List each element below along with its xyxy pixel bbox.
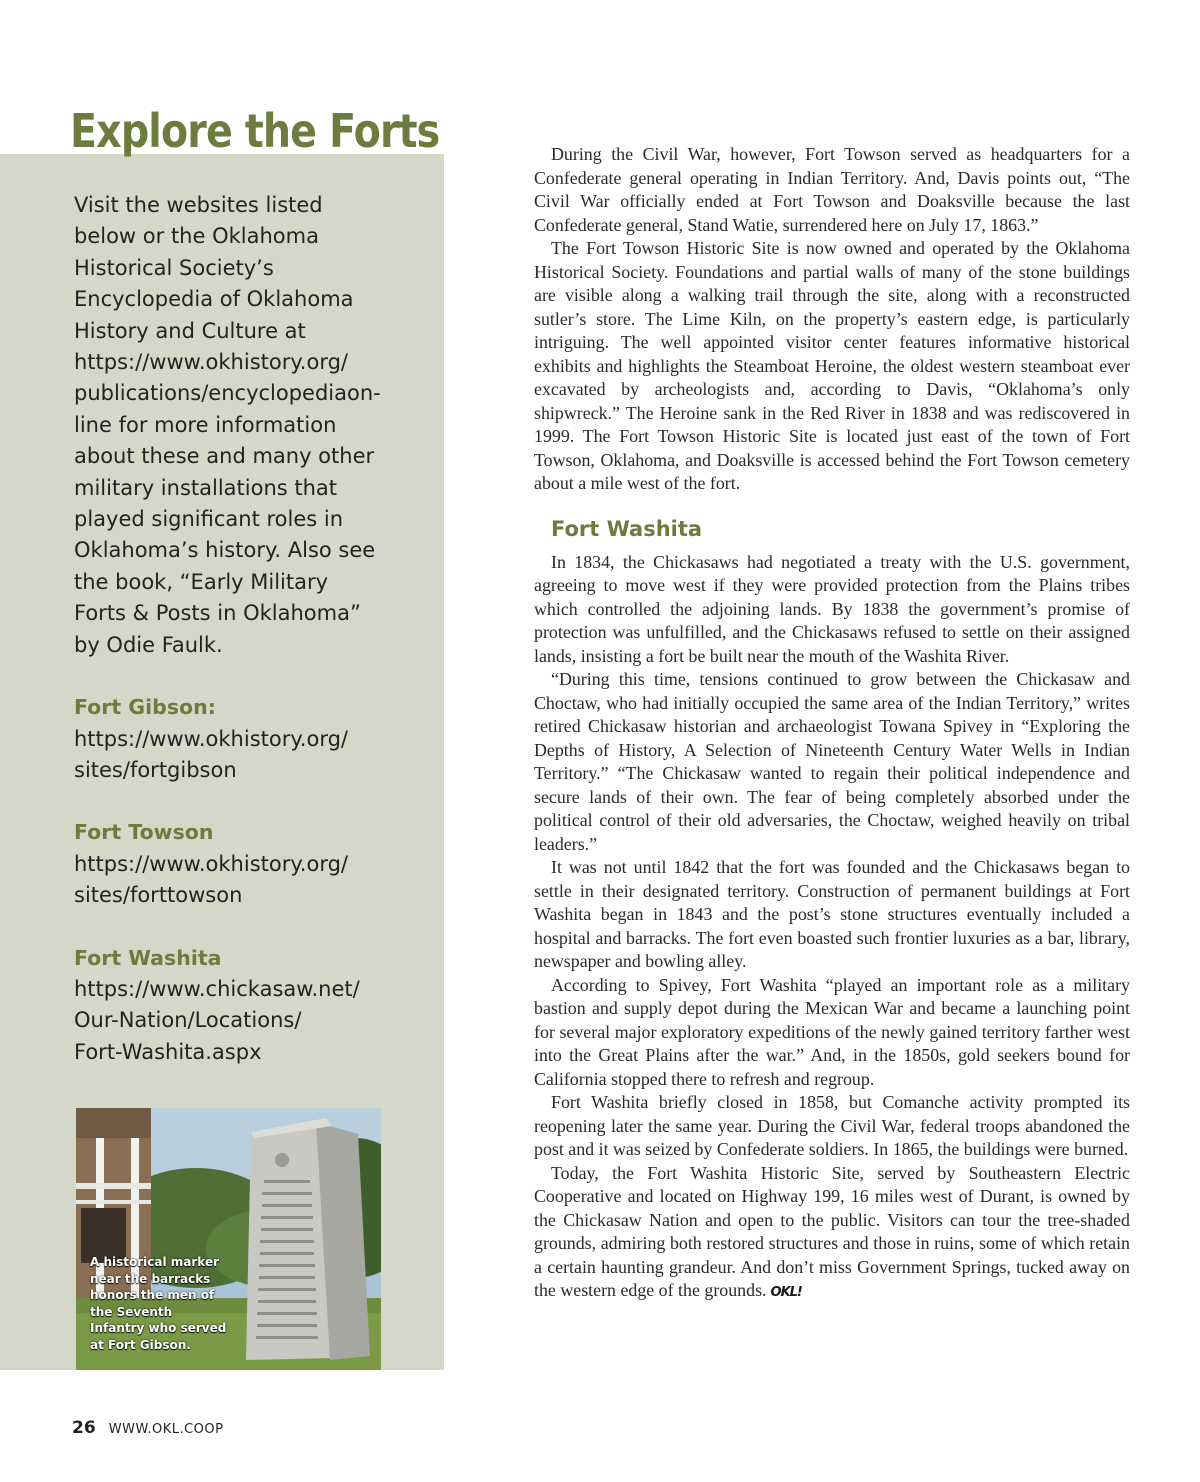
sidebar-title: Explore the Forts xyxy=(70,104,440,158)
article-final-paragraph xyxy=(534,1162,1130,1305)
resource-heading: Fort Towson xyxy=(74,820,214,845)
photo-caption: A historical marker near the barracks honors the men of the Seventh Infantry who served at Fort Gibson. xyxy=(90,1255,227,1352)
article-paragraph: During the Civil War, however, Fort Towson served as headquarters for a Confederate general operating in Indian Territory. And, Davis points out, “The Civil War officially ended at Fort Towson and Doaksville because the last Confederate general, Stand Watie, surrendered here on July 17, 1863.” xyxy=(534,144,1130,235)
historical-marker-photo xyxy=(76,1108,381,1370)
final-paragraph-text: Today, the Fort Washita Historic Site, served by Southeastern Electric Cooperative and located on Highway 199, 16 miles west of Durant, is owned by the Chickasaw Nation and open to the public. Visitors can tour the tree-shaded grounds, admiring both restored structures and those in ruins, some of which retain a certain haunting grandeur. And don’t miss Government Springs, tucked away on the western edge of the grounds. xyxy=(534,1162,1130,1300)
resource-heading: Fort Washita xyxy=(74,945,222,970)
sidebar-intro: Visit the websites listed below or the Oklahoma Historical Society’s Encyclopedia of Oklahoma History and Culture at https://www.okhistory.org/ publications/encyclopediaon- line for more information about these and many other military installations that played significant roles in Oklahoma’s history. Also see the book, “Early Military Forts & Posts in Oklahoma” by Odie Faulk. xyxy=(74,193,381,657)
page-footer xyxy=(72,1418,223,1438)
sidebar-content xyxy=(74,190,434,1099)
page-number: 26 xyxy=(72,1418,96,1438)
section-heading-fort-washita: Fort Washita xyxy=(551,516,703,541)
resource-fort-towson xyxy=(74,817,434,911)
footer-website[interactable]: WWW.OKL.COOP xyxy=(108,1422,224,1437)
resource-fort-washita xyxy=(74,943,434,1069)
article-paragraph: According to Spivey, Fort Washita “played an important role as a military bastion and supply depot during the Mexican War and became a launching point for several major exploratory expeditions of the newly gained territory farther west into the Great Plains after the war.” And, in the 1850s, gold seekers bound for California stopped there to refresh and regroup. xyxy=(534,974,1130,1089)
resource-heading: Fort Gibson: xyxy=(74,695,216,720)
okl-end-mark-icon: OKL! xyxy=(770,1285,802,1300)
resource-link[interactable]: https://www.chickasaw.net/ Our-Nation/Locations/ Fort-Washita.aspx xyxy=(74,976,360,1064)
article-paragraph: Fort Washita briefly closed in 1858, but Comanche activity prompted its reopening later the same year. During the Civil War, federal troops abandoned the post and it was seized by Confederate soldiers. In 1865, the buildings were burned. xyxy=(534,1092,1130,1159)
resource-link[interactable]: https://www.okhistory.org/ sites/forttowson xyxy=(74,851,348,908)
article-body xyxy=(534,143,1130,1305)
resource-fort-gibson xyxy=(74,692,434,786)
article-paragraph: “During this time, tensions continued to grow between the Chickasaw and Choctaw, who had initially occupied the same area of the Indian Territory,” writes retired Chickasaw historian and archaeologist Towana Spivey in “Exploring the Depths of History, A Selection of Nineteenth Century Water Wells in Indian Territory.” “The Chickasaw wanted to regain their political independence and secure lands of their own. The fear of being completely absorbed under the political control of their old adversaries, the Choctaw, weighed heavily on tribal leaders.” xyxy=(534,669,1130,854)
article-paragraph: The Fort Towson Historic Site is now owned and operated by the Oklahoma Historical Society. Foundations and partial walls of many of the stone buildings are visible along a walking trail through the site, along with a reconstructed sutler’s store. The Lime Kiln, on the property’s eastern edge, is particularly intriguing. The well appointed visitor center features informative historical exhibits and highlights the Steamboat Heroine, the oldest western steamboat ever excavated by archeologists and, according to Davis, “Oklahoma’s only shipwreck.” The Heroine sank in the Red River in 1838 and was rediscovered in 1999. The Fort Towson Historic Site is located just east of the town of Fort Towson, Oklahoma, and Doaksville is accessed behind the Fort Towson cemetery about a mile west of the fort. xyxy=(534,238,1130,493)
article-paragraph: It was not until 1842 that the fort was founded and the Chickasaws began to settle in their designated territory. Construction of permanent buildings at Fort Washita began in 1843 and the post’s stone structures eventually included a hospital and barracks. The fort even boasted such frontier luxuries as a bar, library, newspaper and bowling alley. xyxy=(534,857,1130,971)
resource-link[interactable]: https://www.okhistory.org/ sites/fortgibson xyxy=(74,726,348,782)
article-paragraph: In 1834, the Chickasaws had negotiated a treaty with the U.S. government, agreeing to move west if they were provided protection from the Plains tribes which controlled the adjoining lands. By 1838 the government’s promise of protection was unfulfilled, and the Chickasaws refused to settle on their assigned lands, insisting a fort be built near the mouth of the Washita River. xyxy=(534,551,1130,666)
